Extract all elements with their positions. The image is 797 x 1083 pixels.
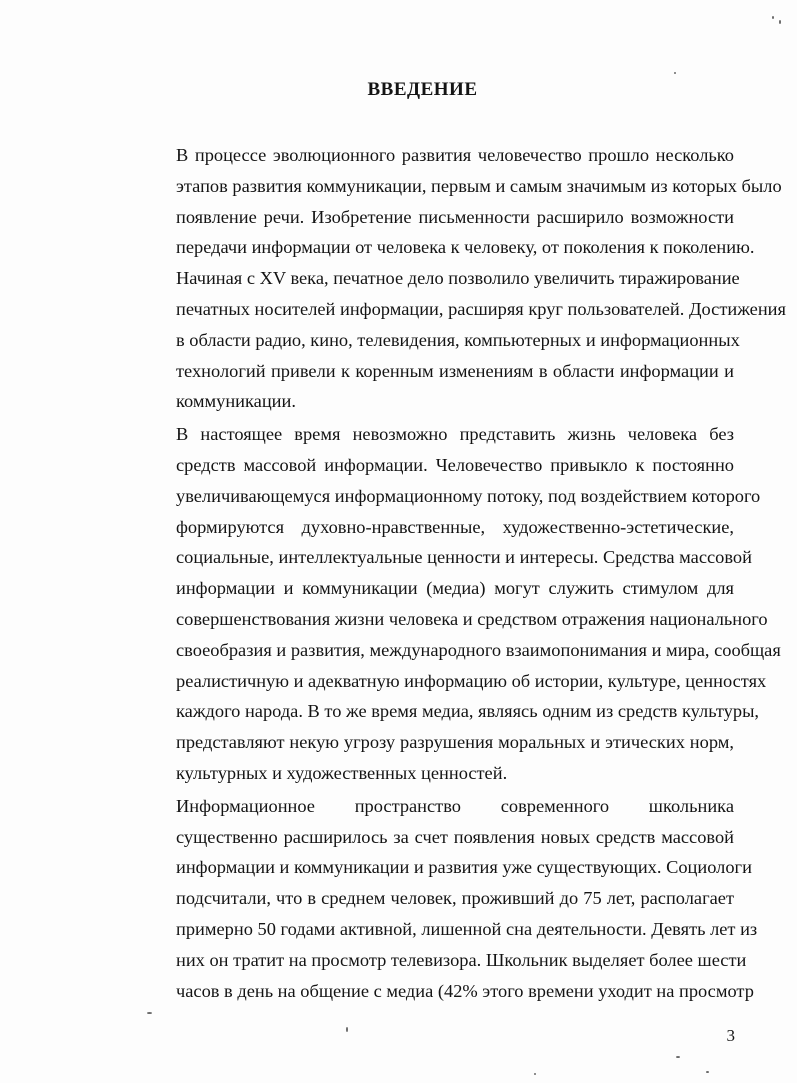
text-line: этапов развития коммуникации, первым и самым значимым из которых было xyxy=(176,175,782,196)
text-line: печатных носителей информации, расширяя круг пользователей. Достижения xyxy=(176,298,786,319)
text-line: своеобразия и развития, международного взаимопонимания и мира, сообщая xyxy=(176,639,781,660)
scan-speck xyxy=(706,1071,709,1073)
text-line: передачи информации от человека к человеку, от поколения к поколению. xyxy=(176,237,755,258)
text-line: подсчитали, что в среднем человек, проживший до 75 лет, располагает xyxy=(176,888,734,909)
text-line: часов в день на общение с медиа (42% этого времени уходит на просмотр xyxy=(176,980,754,1001)
page-number: 3 xyxy=(726,1026,735,1045)
text-line: В процессе эволюционного развития человечество прошло несколько xyxy=(176,145,734,165)
text-line: Начиная с XV века, печатное дело позволило увеличить тиражирование xyxy=(176,268,740,289)
body-text xyxy=(118,140,786,1008)
text-line: них он тратит на просмотр телевизора. Школьник выделяет более шести xyxy=(176,949,747,970)
text-line: коммуникации. xyxy=(176,391,296,412)
text-line: реалистичную и адекватную информацию об истории, культуре, ценностях xyxy=(176,670,767,691)
scan-speck xyxy=(674,72,676,74)
text-line: формируются духовно-нравственные, художественно-эстетические, xyxy=(176,516,734,537)
text-line: примерно 50 годами активной, лишенной сна деятельности. Девять лет из xyxy=(176,918,758,939)
text-line: существенно расширилось за счет появления новых средств массовой xyxy=(176,826,734,847)
paragraph-2 xyxy=(118,419,781,789)
text-line: технологий привели к коренным изменениям в области информации и xyxy=(176,360,734,381)
text-line: социальные, интеллектуальные ценности и интересы. Средства массовой xyxy=(176,547,752,568)
page-title: ВВЕДЕНИЕ xyxy=(367,79,478,100)
text-line: информации и коммуникации и развития уже существующих. Социологи xyxy=(176,857,752,878)
text-line: информации и коммуникации (медиа) могут служить стимулом для xyxy=(176,578,734,599)
scan-speck xyxy=(147,1012,152,1014)
scan-speck xyxy=(779,20,781,24)
text-line: появление речи. Изобретение письменности расширило возможности xyxy=(176,206,734,227)
scan-speck xyxy=(676,1056,680,1058)
text-line: каждого народа. В то же время медиа, являясь одним из средств культуры, xyxy=(176,701,760,722)
text-line: представляют некую угрозу разрушения моральных и этических норм, xyxy=(176,732,734,753)
text-line: совершенствования жизни человека и средством отражения национального xyxy=(176,608,768,629)
paragraph-1 xyxy=(118,140,786,417)
text-line: увеличивающемуся информационному потоку, под воздействием которого xyxy=(176,485,761,506)
text-line: в области радио, кино, телевидения, компьютерных и информационных xyxy=(176,329,740,350)
scan-speck xyxy=(772,16,774,19)
scan-speck xyxy=(346,1027,348,1032)
text-line: Информационное пространство современного школьника xyxy=(176,795,734,816)
text-line: средств массовой информации. Человечество привыкло к постоянно xyxy=(176,454,734,475)
text-line: В настоящее время невозможно представить жизнь человека без xyxy=(176,424,734,445)
scan-speck xyxy=(534,1073,536,1075)
paragraph-3 xyxy=(118,791,758,1007)
text-line: культурных и художественных ценностей. xyxy=(176,762,508,783)
